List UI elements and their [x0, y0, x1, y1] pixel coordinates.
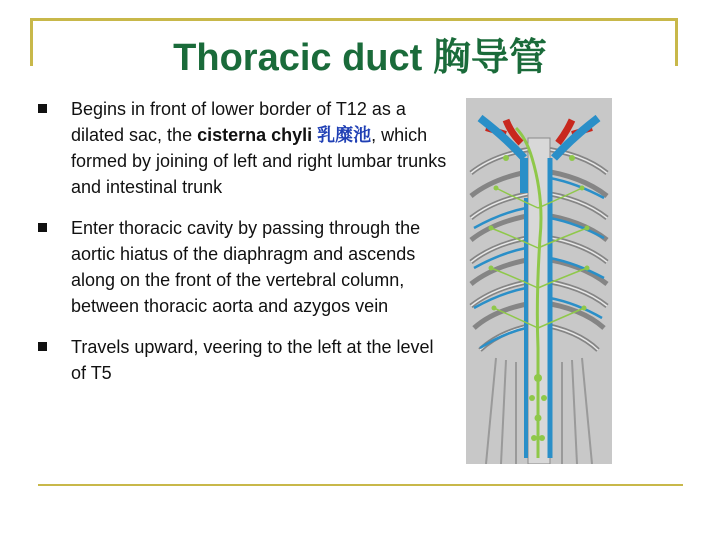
bullet-item [38, 334, 448, 386]
bullet-marker [38, 223, 47, 232]
slide-title: Thoracic duct 胸导管 [173, 37, 547, 79]
thoracic-duct-anatomy-illustration [466, 98, 612, 464]
frame-top-line [30, 18, 678, 21]
chinese-term: 乳糜池 [317, 125, 372, 145]
frame-bottom-line [38, 484, 683, 486]
bullet-marker [38, 342, 47, 351]
bullet-text: , which formed by joining of left and right lumbar trunks and intestinal trunk [71, 125, 447, 197]
cisterna-chyli-term: cisterna chyli [197, 125, 313, 145]
bullet-text: Enter thoracic cavity by passing through the aortic hiatus of the diaphragm and ascends along on the front of the vertebral column, between thoracic aorta and azygos vein [71, 218, 421, 316]
bullet-text: Begins in front of lower border of T12 as a dilated sac, the [71, 99, 406, 145]
anatomy-svg [466, 98, 612, 464]
bullet-text: Travels upward, veering to the left at the level of T5 [71, 337, 434, 383]
bullet-item [38, 96, 448, 200]
bullet-marker [38, 104, 47, 113]
bullet-item [38, 215, 448, 319]
bullet-list [38, 96, 448, 401]
